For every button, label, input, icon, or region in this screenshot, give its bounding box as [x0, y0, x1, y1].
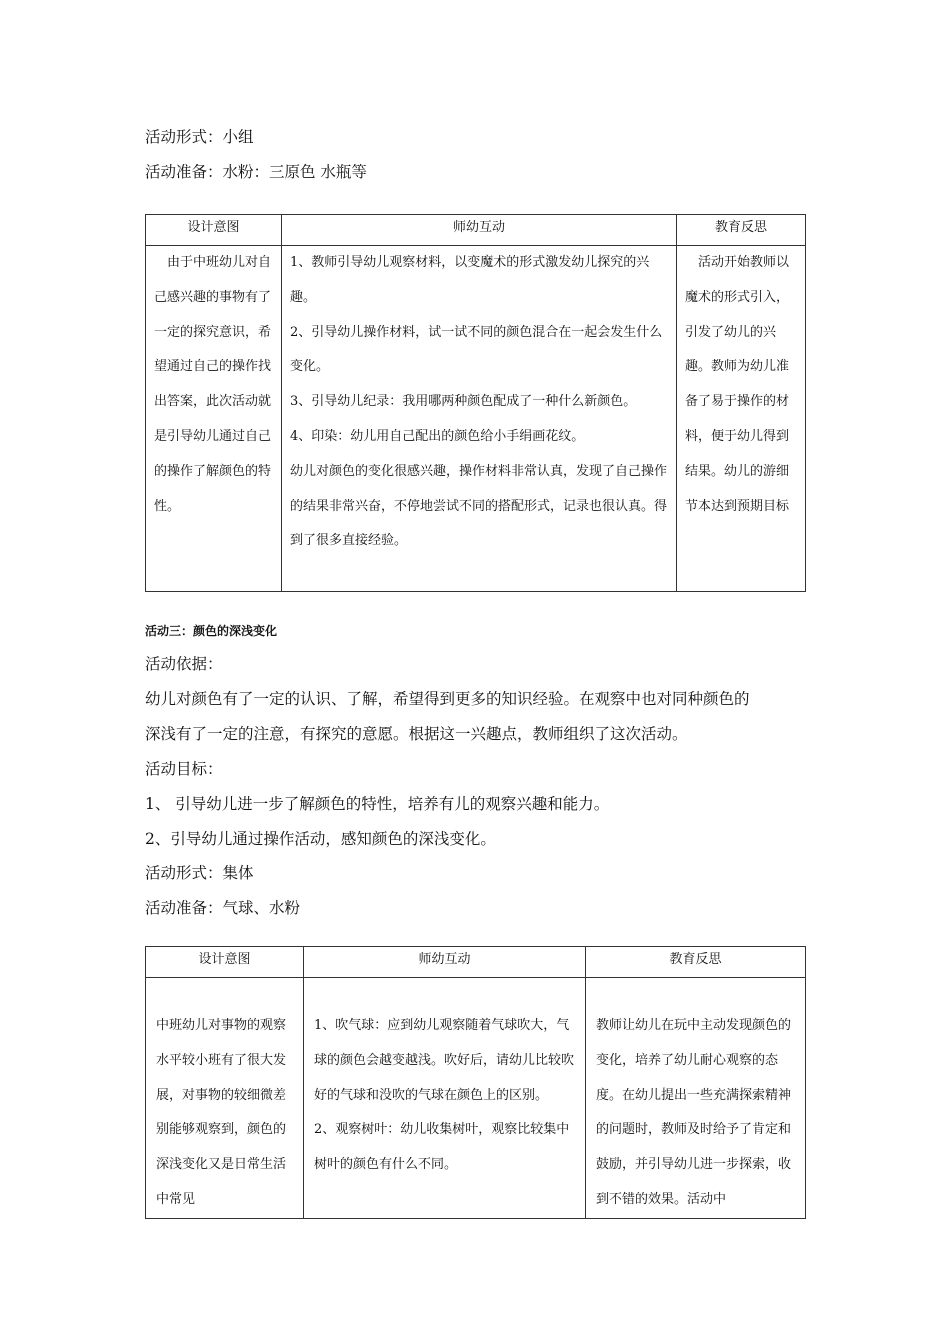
- basis-text-line: 幼儿对颜色有了一定的认识、了解，希望得到更多的知识经验。在观察中也对同种颜色的: [145, 690, 750, 708]
- interaction-observation: 幼儿对颜色的变化很感兴趣，操作材料非常认真，发现了自己操作的结果非常兴奋，不停地尝试不同的搭配形式，记录也很认真。得到了很多直接经验。: [290, 463, 668, 549]
- intent-cell: [146, 246, 282, 592]
- reflection-text: 活动开始教师以魔术的形式引入，引发了幼儿的兴趣。教师为幼儿准备了易于操作的材料，便于幼儿得到结果。幼儿的游细节本达到预期目标: [685, 255, 790, 514]
- interaction-step: 1、吹气球：应到幼儿观察随着气球吹大，气球的颜色会越变越浅。吹好后，请幼儿比较吹好的气球和没吹的气球在颜色上的区别。: [314, 1018, 575, 1103]
- reflection-cell: [677, 246, 806, 592]
- intent-text: 中班幼儿对事物的观察水平较小班有了很大发展，对事物的较细微差别能够观察到，颜色的深浅变化又是日常生活中常见: [156, 1018, 287, 1207]
- header-design-intent: 设计意图: [146, 215, 282, 246]
- intent-text: 由于中班幼儿对自己感兴趣的事物有了一定的探究意识，希望通过自己的操作找出答案，此次活动就是引导幼儿通过自己的操作了解颜色的特性。: [154, 255, 272, 514]
- basis-text-line: 深浅有了一定的注意，有探究的意愿。根据这一兴趣点，教师组织了这次活动。: [145, 725, 688, 743]
- activity-form-line: 活动形式：集体: [145, 864, 254, 882]
- interaction-step: 2、观察树叶：幼儿收集树叶，观察比较集中树叶的颜色有什么不同。: [314, 1122, 570, 1173]
- design-table-2: [145, 946, 806, 1219]
- intent-cell: [146, 978, 304, 1219]
- header-interaction: 师幼互动: [304, 947, 586, 978]
- goal-item: 1、 引导幼儿进一步了解颜色的特性，培养有儿的观察兴趣和能力。: [145, 795, 610, 813]
- goal-label: 活动目标：: [145, 760, 223, 778]
- activity-prep-line: 活动准备：气球、水粉: [145, 899, 301, 917]
- interaction-cell: [282, 246, 677, 592]
- interaction-text: [282, 246, 676, 559]
- design-table-1: [145, 214, 806, 592]
- header-reflection: 教育反思: [586, 947, 806, 978]
- section-title: 活动三：颜色的深浅变化: [145, 624, 278, 638]
- interaction-cell: [304, 978, 586, 1219]
- reflection-cell: [586, 978, 806, 1219]
- interaction-step: 4、印染：幼儿用自己配出的颜色给小手绢画花纹。: [290, 428, 585, 444]
- interaction-text: [304, 978, 585, 1183]
- interaction-step: 1、教师引导幼儿观察材料，以变魔术的形式激发幼儿探究的兴趣。: [290, 255, 650, 305]
- goal-item: 2、引导幼儿通过操作活动，感知颜色的深浅变化。: [145, 830, 496, 848]
- header-interaction: 师幼互动: [282, 215, 677, 246]
- header-design-intent: 设计意图: [146, 947, 304, 978]
- interaction-step: 3、引导幼儿纪录：我用哪两种颜色配成了一种什么新颜色。: [290, 394, 637, 410]
- basis-label: 活动依据：: [145, 655, 223, 673]
- reflection-text: 教师让幼儿在玩中主动发现颜色的变化，培养了幼儿耐心观察的态度。在幼儿提出一些充满探索精神的问题时，教师及时给予了肯定和鼓励，并引导幼儿进一步探索，收到不错的效果。活动中: [596, 1018, 792, 1207]
- interaction-step: 2、引导幼儿操作材料，试一试不同的颜色混合在一起会发生什么变化。: [290, 324, 663, 375]
- activity-form-line: 活动形式：小组: [145, 128, 254, 146]
- activity-prep-line: 活动准备：水粉：三原色 水瓶等: [145, 163, 367, 181]
- header-reflection: 教育反思: [677, 215, 806, 246]
